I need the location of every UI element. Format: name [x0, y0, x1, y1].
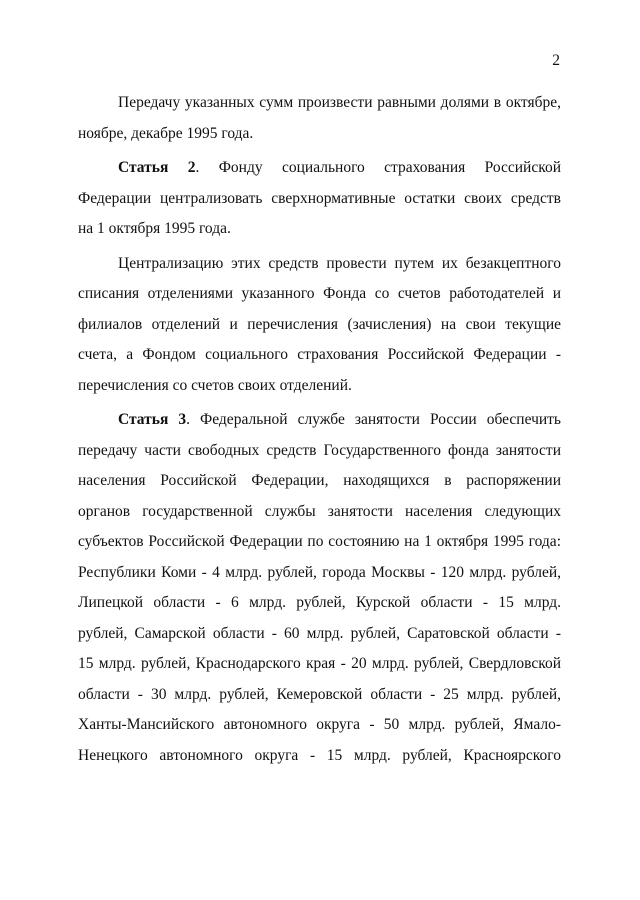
- line-text: субъектов Российской Федерации по состоянию на 1 октября 1995 года:: [78, 533, 561, 550]
- text-line: [78, 436, 561, 467]
- text-line: [78, 279, 561, 310]
- text-line: [78, 649, 561, 680]
- text-line: [78, 466, 561, 497]
- text-line: [78, 88, 561, 119]
- document-body: [78, 88, 561, 771]
- line-text: . Фонду социального страхования Российской: [195, 159, 561, 176]
- line-text: филиалов отделений и перечисления (зачисления) на свои текущие: [78, 315, 561, 333]
- line-text: списания отделениями указанного Фонда со счетов работодателей и: [78, 285, 561, 302]
- text-line: [78, 619, 561, 650]
- text-line: [78, 680, 561, 711]
- text-line: [78, 310, 561, 341]
- line-text: на 1 октября 1995 года.: [78, 220, 231, 237]
- text-line: [78, 405, 561, 436]
- article-label: Статья 3: [118, 411, 187, 428]
- text-line: [78, 527, 561, 558]
- line-text: счета, а Фондом социального страхования Российской Федерации -: [78, 346, 561, 363]
- text-line: [78, 153, 561, 184]
- line-text: рублей, Самарской области - 60 млрд. рублей, Саратовской области -: [78, 624, 561, 642]
- line-text: Централизацию этих средств провести путем их безакцептного: [118, 254, 561, 272]
- text-line: [78, 710, 561, 741]
- text-line: [78, 119, 561, 150]
- line-text: передачу части свободных средств Государственного фонда занятости: [78, 441, 561, 459]
- line-text: области - 30 млрд. рублей, Кемеровской области - 25 млрд. рублей,: [78, 685, 561, 703]
- line-text: Ханты-Мансийского автономного округа - 50 млрд. рублей, Ямало-: [78, 716, 561, 733]
- text-line: [78, 371, 561, 402]
- line-text: ноябре, декабре 1995 года.: [78, 124, 254, 142]
- text-line: [78, 340, 561, 371]
- text-line: [78, 249, 561, 280]
- text-line: [78, 497, 561, 528]
- line-text: органов государственной службы занятости населения следующих: [78, 502, 561, 520]
- page-number: 2: [552, 52, 560, 69]
- line-text: Ненецкого автономного округа - 15 млрд. рублей, Красноярского: [78, 746, 561, 764]
- line-text: перечисления со счетов своих отделений.: [78, 376, 352, 394]
- article-label: Статья 2: [118, 159, 196, 176]
- line-text: . Федеральной службе занятости России обеспечить: [186, 411, 561, 428]
- text-line: [78, 558, 561, 589]
- line-text: Липецкой области - 6 млрд. рублей, Курской области - 15 млрд.: [78, 594, 561, 611]
- line-text: Передачу указанных сумм произвести равными долями в октябре,: [118, 94, 561, 111]
- line-text: 15 млрд. рублей, Краснодарского края - 20 млрд. рублей, Свердловской: [78, 655, 561, 672]
- text-line: [78, 214, 561, 245]
- line-text: Республики Коми - 4 млрд. рублей, города Москвы - 120 млрд. рублей,: [78, 563, 561, 581]
- line-text: населения Российской Федерации, находящихся в распоряжении: [78, 472, 561, 489]
- text-line: [78, 588, 561, 619]
- text-line: [78, 184, 561, 215]
- line-text: Федерации централизовать сверхнормативные остатки своих средств: [78, 189, 561, 207]
- text-line: [78, 741, 561, 772]
